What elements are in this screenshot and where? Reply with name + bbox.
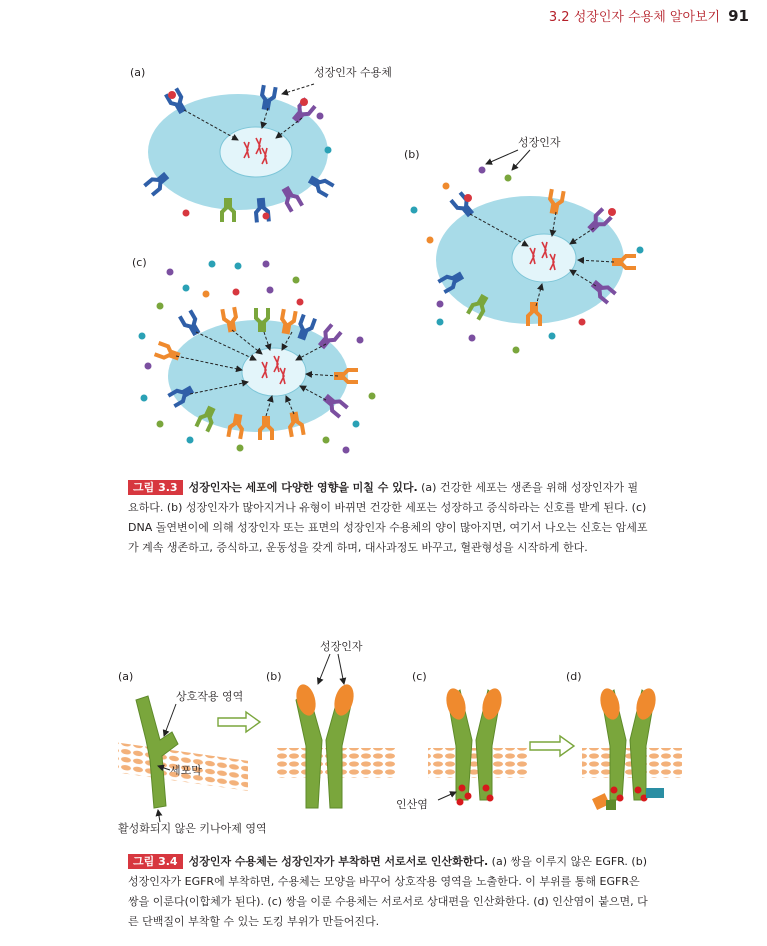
fig34-panel-d-label: (d) <box>566 670 582 683</box>
fig34-phosphate-label: 인산염 <box>396 798 428 811</box>
fig33-caption-lead: 성장인자는 세포에 다양한 영향을 미칠 수 있다. <box>188 481 418 494</box>
fig34-panel-b-label: (b) <box>266 670 282 683</box>
fig34-caption-body: (a) 쌍을 이루지 않은 EGFR. (b) 성장인자가 EGFR에 부착하면, 수용체는 모양을 바꾸어 상호작용 영역을 노출한다. 이 부위를 통해 EGFR은 쌍을 이룬다(이합체가 된다). (c) 쌍을 이룬 수용체는 서로서로 상대편을 인산화한다. (d) 인산염이 붙으면, 다른 단백질이 부착할 수 있는 도킹 부위가 만들어진다. <box>128 855 648 928</box>
fig34-panel-a-label: (a) <box>118 670 134 683</box>
fig34d-docking-protein-teal <box>646 788 664 798</box>
fig33-panel-c-label: (c) <box>132 256 147 269</box>
fig33-receptor-label: 성장인자 수용체 <box>314 66 392 79</box>
fig34-caption-tag: 그림 3.4 <box>128 854 183 869</box>
fig33-panel-a-label: (a) <box>130 66 146 79</box>
fig33-panel-b-label: (b) <box>404 148 420 161</box>
fig34-caption-lead: 성장인자 수용체는 성장인자가 부착하면 서로서로 인산화한다. <box>188 855 489 868</box>
fig34-interaction-label: 상호작용 영역 <box>176 690 244 703</box>
fig33-factor-label: 성장인자 <box>518 136 561 149</box>
section-title: 3.2 성장인자 수용체 알아보기 <box>548 10 721 25</box>
fig34-caption <box>128 852 648 932</box>
fig34d-docking-protein-green <box>606 800 616 810</box>
fig34c-dimer <box>443 686 505 800</box>
fig34-membrane-label: 세포막 <box>170 764 202 777</box>
fig33b-nucleus <box>512 234 576 282</box>
fig34-panel-c-label: (c) <box>412 670 427 683</box>
fig34-kinase-label: 활성화되지 않은 키나아제 영역 <box>118 822 267 835</box>
fig33-caption <box>128 478 648 558</box>
fig34b-dimer <box>293 682 357 808</box>
fig33-caption-tag: 그림 3.3 <box>128 480 183 495</box>
fig34-transition-arrow-2 <box>530 736 574 756</box>
fig33-caption-body: (a) 건강한 세포는 생존을 위해 성장인자가 필요하다. (b) 성장인자가 많아지거나 유형이 바뀌면 건강한 세포는 성장하고 증식하라는 신호를 받게 된다. (c) DNA 돌연변이에 의해 성장인자 또는 표면의 성장인자 수용체의 양이 많아지면, 여기서 나오는 신호는 암세포가 계속 생존하고, 증식하고, 운동성을 갖게 하며, 대사과정도 바꾸고, 혈관형성을 시작하게 한다. <box>128 481 648 554</box>
page-number: 91 <box>728 7 749 25</box>
fig34d-dimer <box>597 686 659 800</box>
figure-3-4 <box>0 630 767 845</box>
fig34-factor-label: 성장인자 <box>320 640 363 653</box>
fig34-transition-arrow-1 <box>218 712 260 732</box>
figure-3-3 <box>0 0 767 470</box>
